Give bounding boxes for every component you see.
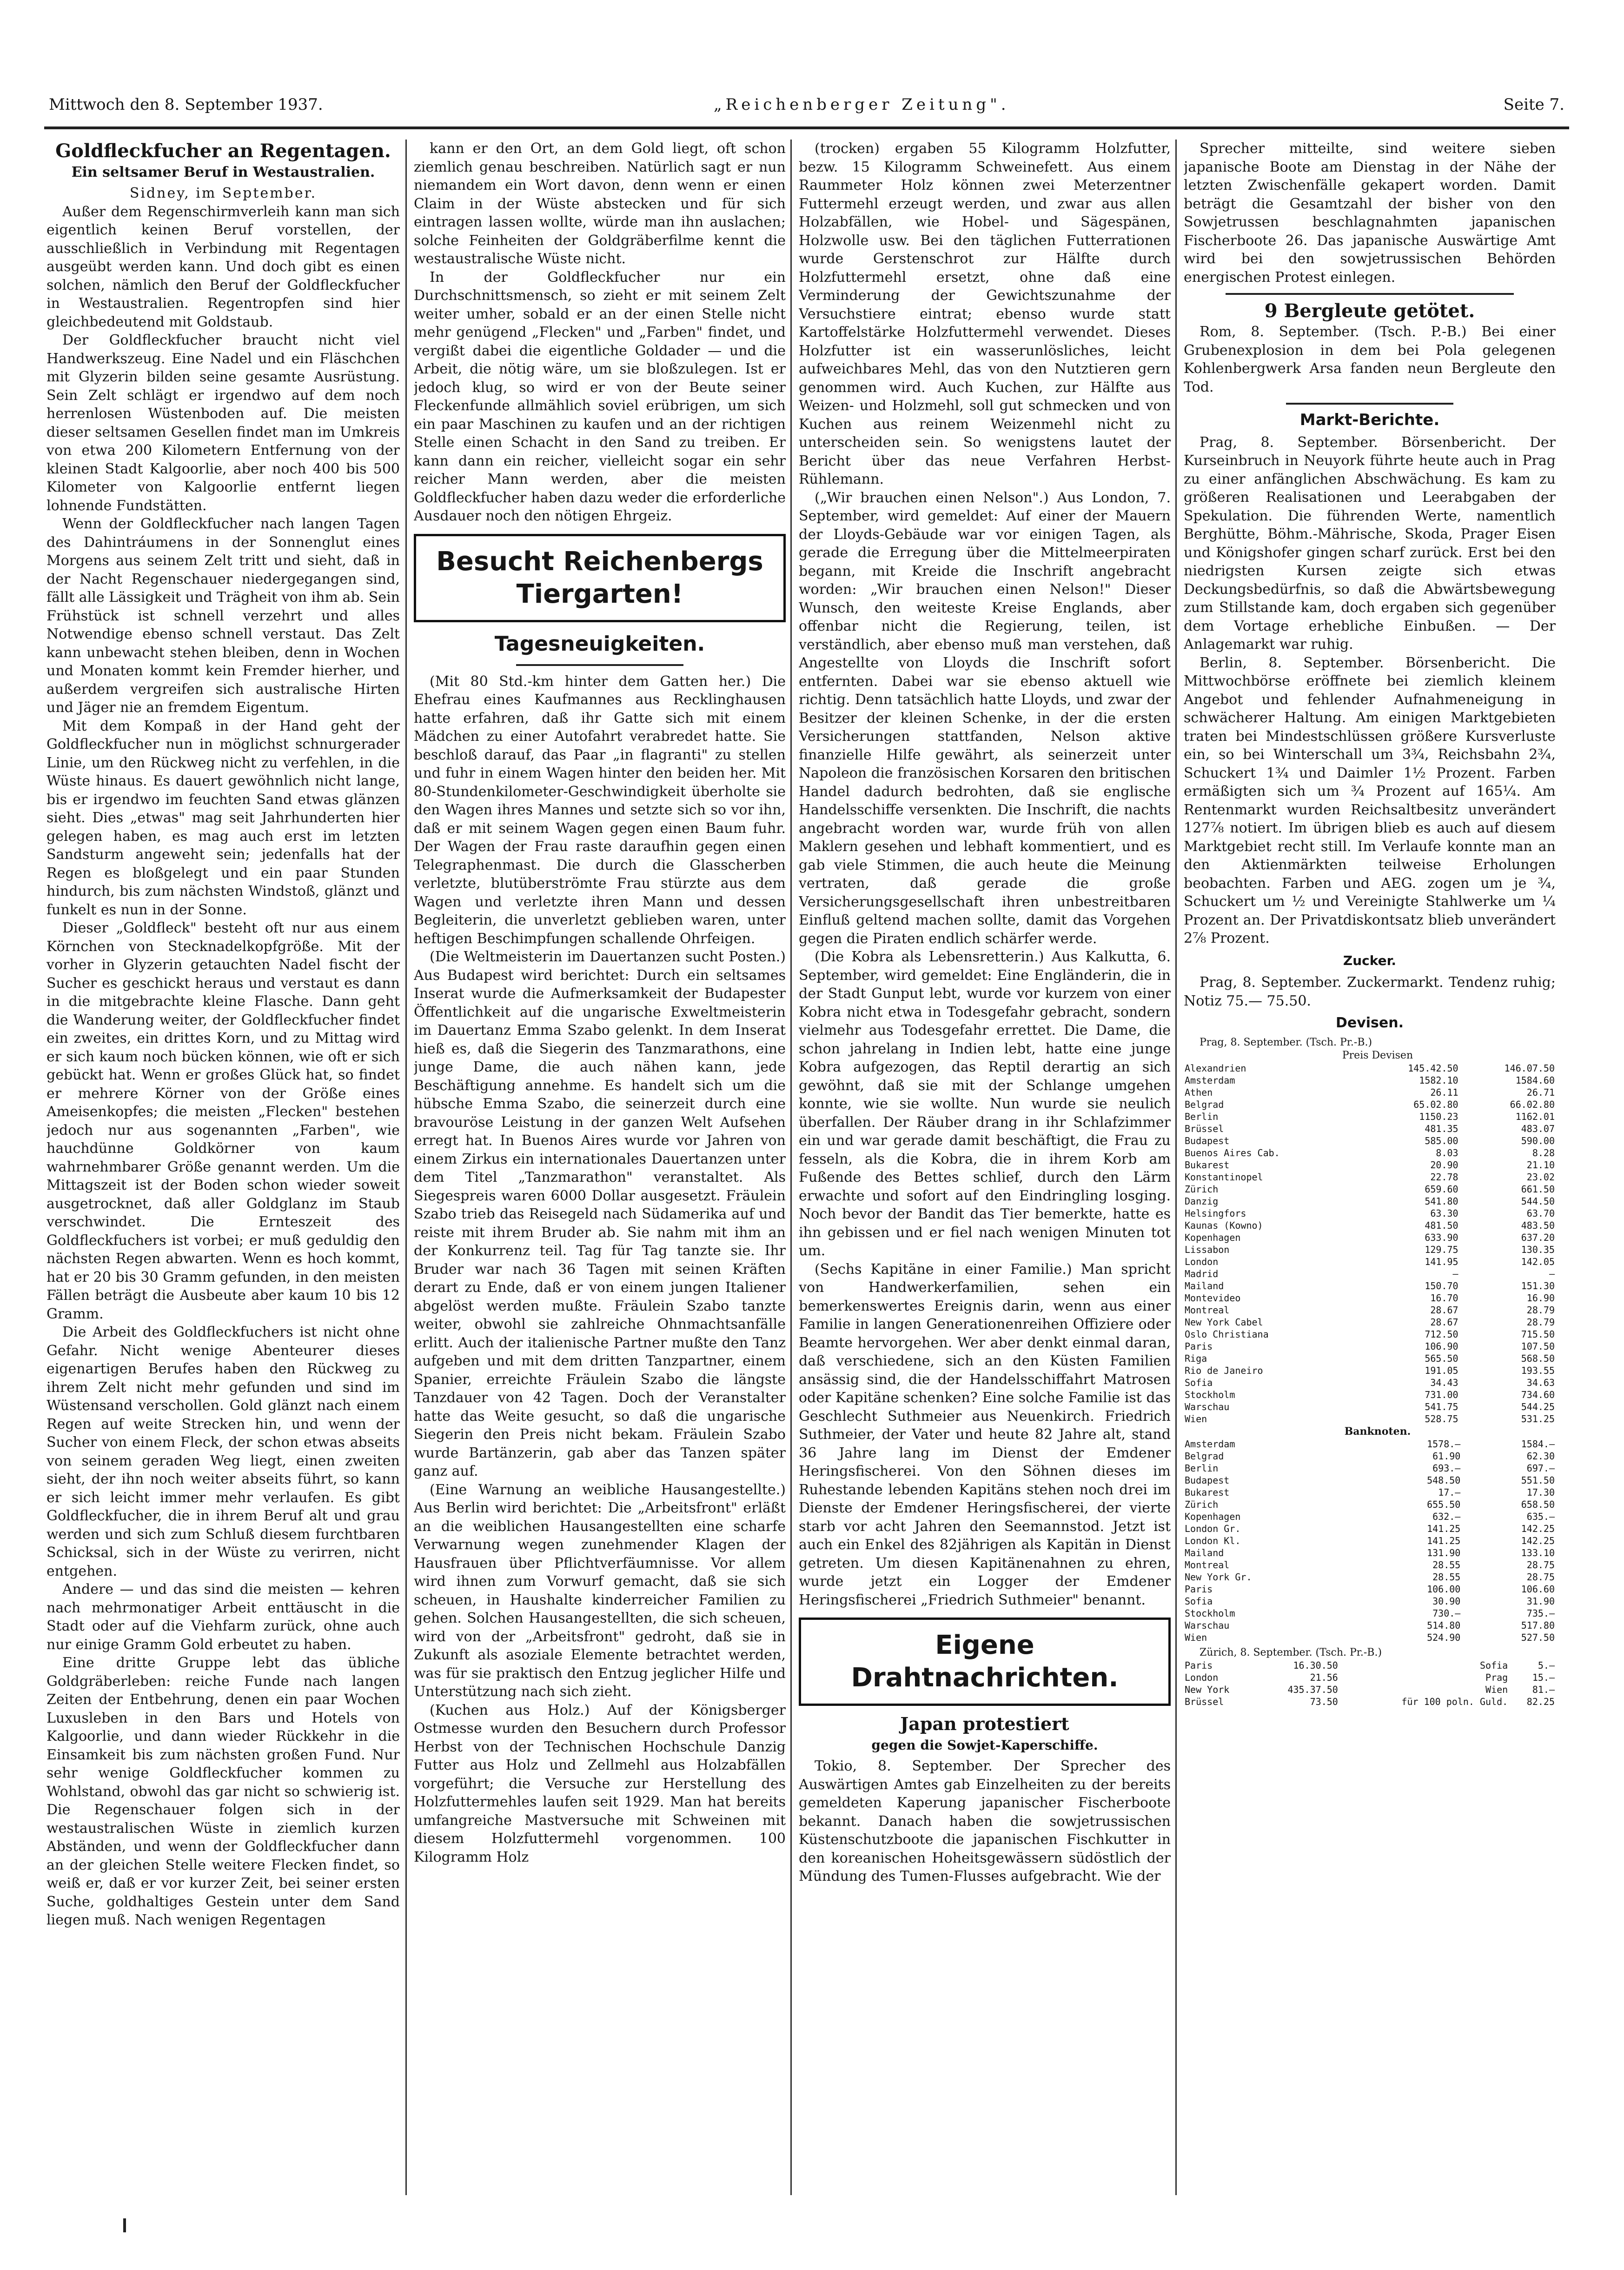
zurich-row — [1184, 1696, 1556, 1708]
table-cell: 28.75 — [1526, 1571, 1555, 1583]
table-cell: Sofia — [1185, 1377, 1213, 1388]
market-title: Markt-Berichte. — [1299, 411, 1440, 429]
table-cell: 527.50 — [1521, 1631, 1555, 1643]
paragraph: Andere — und das sind die meisten — kehren nach mehrmonatiger Arbeit enttäuscht in die Stadt oder auf die Viehfarm zurück, ohne auch nur einige Gramm Gold erbeutet zu haben. — [46, 1581, 400, 1653]
banknote-row — [1184, 1450, 1556, 1462]
zurich-row — [1184, 1684, 1556, 1696]
currency-row — [1184, 1316, 1556, 1328]
paragraph: (Sechs Kapitäne in einer Familie.) Man spricht von Handwerkerfamilien, sehen ein bemerkenswertes Ereignis darin, wenn aus einer Familie in langen Generationenreihen Offiziere oder Beamte hervorgehen. Wer aber denkt einmal daran, daß verschiedene, sich an den Küsten Familien ansässig sind, die der Handelsschiffahrt Matrosen oder Kapitäne schenken? Eine solche Familie ist das Geschlecht Suthmeier aus Neuenkirch. Friedrich Suthmeier, der Vater und heute 82 Jahre alt, stand 36 Jahre lang im Dienst der Emdener Heringsfischerei. Von den Söhnen dieses im Ruhestande lebenden Kapitäns stehen noch drei im Dienste der Emdener Heringsfischerei, der vierte starb vor acht Jahren den Seemannstod. Jetzt ist auch ein Enkel des 82jährigen als Kapitän in Dienst getreten. Um diesen Kapitänenahnen zu ehren, wurde jetzt ein Logger der Emdener Heringsfischerei „Friedrich Suthmeier" benannt. — [799, 1261, 1171, 1608]
table-cell: 637.20 — [1521, 1232, 1555, 1243]
table-cell: Brüssel — [1185, 1123, 1224, 1134]
table-cell: 16.30.50 — [1293, 1659, 1338, 1671]
table-cell: Bukarest — [1185, 1159, 1230, 1171]
table-cell: 565.50 — [1425, 1352, 1458, 1364]
table-cell: Bukarest — [1185, 1486, 1230, 1498]
table-cell: 481.35 — [1425, 1123, 1458, 1134]
table-cell: 517.80 — [1521, 1619, 1555, 1631]
table-cell: Oslo Christiana — [1185, 1328, 1269, 1340]
table-cell: London — [1185, 1671, 1219, 1683]
table-cell: 21.10 — [1526, 1159, 1555, 1171]
currency-row — [1184, 1268, 1556, 1280]
table-cell: 735.— — [1526, 1607, 1555, 1619]
column-2 — [414, 140, 786, 2204]
table-cell: 66.02.80 — [1510, 1098, 1555, 1110]
currency-table — [1184, 1062, 1556, 1425]
table-cell: 1150.23 — [1419, 1111, 1458, 1122]
table-cell: Belgrad — [1185, 1098, 1224, 1110]
banknote-table — [1184, 1438, 1556, 1644]
wire-continuation: Sprecher mitteilte, sind weitere sieben japanische Boote am Dienstag in der Nähe der letzten Zwischenfälle gekapert worden. Damit beträgt die Gesamtzahl der bisher von den Sowjetrussen beschlagnahmten japanischen Fischerboote 26. Das japanische Auswärtige Amt wird bei den sowjetrussischen Behörden energischen Protest einlegen. — [1184, 140, 1556, 286]
scan-mark — [123, 2218, 126, 2232]
currency-row — [1184, 1195, 1556, 1207]
table-cell: 28.55 — [1432, 1559, 1461, 1571]
table-cell: 16.90 — [1526, 1292, 1555, 1304]
table-cell: Helsingfors — [1185, 1207, 1246, 1219]
table-cell: 141.95 — [1425, 1256, 1458, 1267]
table-cell: Athen — [1185, 1086, 1213, 1098]
banknote-row — [1184, 1486, 1556, 1498]
currency-row — [1184, 1098, 1556, 1111]
wire-subtitle: gegen die Sowjet-Kaperschiffe. — [871, 1737, 1098, 1753]
table-cell: 541.80 — [1425, 1195, 1458, 1207]
section-title: Tagesneuigkeiten. — [494, 632, 705, 656]
table-cell: Paris — [1185, 1340, 1213, 1352]
table-cell: 1162.01 — [1515, 1111, 1555, 1122]
currency-row — [1184, 1280, 1556, 1292]
table-cell: 145.42.50 — [1408, 1062, 1458, 1074]
paragraph: Außer dem Regenschirmverleih kann man sich eigentlich keinen Beruf vorstellen, der ausschließlich in Verbindung mit Regentagen ausgeübt werden kann. Und doch gibt es einen solchen, nämlich den Beruf der Goldfleckfucher in Westaustralien. Regentropfen sind hier gleichbedeutend mit Goldstaub. — [46, 203, 400, 330]
article-dateline: Sidney, im September. — [129, 185, 317, 201]
table-cell: 17.— — [1438, 1486, 1461, 1498]
table-cell: Rio de Janeiro — [1185, 1365, 1263, 1376]
table-cell: Stockholm — [1185, 1389, 1235, 1400]
table-cell: 106.90 — [1425, 1340, 1458, 1352]
paragraph: Der Goldfleckfucher braucht nicht viel Handwerkszeug. Eine Nadel und ein Fläschchen mit Glyzerin bilden seine gesamte Ausrüstung. Sein Zelt schlägt er irgendwo auf dem noch herrenlosen Wüstenboden auf. Die meisten dieser seltsamen Gesellen findet man im Umkreis von etwa 200 Kilometern Entfernung von der kleinen Stadt Kalgoorlie, aber noch 400 bis 500 Kilometer von Kalgoorlie entfernt liegen lohnende Fundstätten. — [46, 332, 400, 514]
table-cell: London Gr. — [1185, 1523, 1241, 1534]
table-cell: 193.55 — [1521, 1365, 1555, 1376]
table-cell: Warschau — [1185, 1619, 1230, 1631]
table-cell: 31.90 — [1526, 1595, 1555, 1607]
table-cell: 632.— — [1432, 1511, 1461, 1522]
table-cell: Budapest — [1185, 1135, 1230, 1146]
table-cell: 106.60 — [1521, 1583, 1555, 1595]
table-cell: Riga — [1185, 1352, 1207, 1364]
banknote-row — [1184, 1631, 1556, 1644]
banknote-row — [1184, 1595, 1556, 1607]
table-cell: Mailand — [1185, 1547, 1224, 1558]
table-cell: 541.75 — [1425, 1401, 1458, 1412]
table-cell: Paris — [1185, 1659, 1213, 1671]
table-cell: 544.25 — [1521, 1401, 1555, 1412]
table-cell: Mailand — [1185, 1280, 1224, 1291]
miners-title: 9 Bergleute getötet. — [1264, 300, 1475, 322]
table-cell: 1584.— — [1521, 1438, 1555, 1450]
column-divider — [405, 140, 407, 2195]
table-cell: 712.50 — [1425, 1328, 1458, 1340]
table-cell: Wien — [1185, 1631, 1207, 1643]
currency-row — [1184, 1159, 1556, 1171]
article-title: Goldfleckfucher an Regentagen. — [55, 140, 391, 162]
table-cell: 191.05 — [1425, 1365, 1458, 1376]
table-cell: Wien — [1485, 1684, 1508, 1695]
table-cell: 62.30 — [1526, 1450, 1555, 1462]
table-cell: 129.75 — [1425, 1244, 1458, 1255]
paragraph: (Mit 80 Std.-km hinter dem Gatten her.) Die Ehefrau eines Kaufmannes aus Recklinghausen hatte erfahren, daß ihr Gatte sich mit einem Mädchen zu einer Autofahrt verabredet hatte. Sie beschloß darauf, das Paar „in flagranti" zu stellen und fuhr in einem Wagen hinter den beiden her. Mit 80-Stundenkilometer-Geschwindigkeit überholte sie den Wagen ihres Mannes und setzte sich so vor ihn, daß er mit seinem Wagen gegen einen Baum fuhr. Der Wagen der Frau raste daraufhin gegen einen Telegraphenmast. Die durch die Glasscherben verletzte, blutüberströmte Frau stürzte aus dem Wagen und verletzte ihren Mann und dessen Begleiterin, die unverletzt geblieben waren, unter heftigen Beschimpfungen schallende Ohrfeigen. — [414, 673, 786, 947]
table-cell: 146.07.50 — [1504, 1062, 1555, 1074]
table-cell: 483.07 — [1521, 1123, 1555, 1134]
table-cell: 81.— — [1532, 1684, 1555, 1695]
table-cell: 82.25 — [1526, 1696, 1555, 1707]
divider — [1286, 403, 1453, 405]
banknote-row — [1184, 1535, 1556, 1547]
banknote-row — [1184, 1583, 1556, 1595]
table-cell: 73.50 — [1310, 1696, 1338, 1707]
table-cell: 63.30 — [1430, 1207, 1458, 1219]
table-cell: Montevideo — [1185, 1292, 1241, 1304]
currency-row — [1184, 1219, 1556, 1232]
table-cell: 65.02.80 — [1413, 1098, 1458, 1110]
header-rule — [44, 126, 1569, 129]
paragraph: Mit dem Kompaß in der Hand geht der Goldfleckfucher nun in möglichst schnurgerader Linie, um den Rückweg nicht zu verfehlen, in die Wüste hinaus. Es dauert gewöhnlich nicht lange, bis er irgendwo im feuchten Sand etwas glänzen sieht. Dies „etwas" mag seit Jahrhunderten hier gelegen haben, es mag auch erst im letzten Sandsturm angeweht sein; jedenfalls hat der Regen es bloßgelegt und ein paar Stunden hindurch, bis zum nächsten Windstoß, glänzt und funkelt es nun in der Sonne. — [46, 718, 400, 918]
divider — [516, 664, 683, 666]
currency-row — [1184, 1256, 1556, 1268]
paragraph: Die Arbeit des Goldfleckfuchers ist nicht ohne Gefahr. Nicht wenige Abenteurer dieses eigenartigen Berufes haben den Rückweg zu ihrem Zelt nicht mehr gefunden und sind im Wüstensand verschollen. Gold glänzt nach einem Regen auf weite Strecken hin, und wenn der Sucher von einem Fleck, der schon etwas abseits von seinem geraden Weg liegt, einen zweiten sieht, der ihn noch weiter abseits führt, so kann er sich leicht immer mehr verlaufen. Es gibt Goldfleckfucher, die in ihrem Beruf alt und grau werden und sich zum Schluß diesem furchtbaren Schicksal, sich in der Wüste zu verirren, nicht entgehen. — [46, 1324, 400, 1579]
table-cell: 730.— — [1432, 1607, 1461, 1619]
table-cell: 28.79 — [1526, 1304, 1555, 1316]
table-cell: Stockholm — [1185, 1607, 1235, 1619]
table-cell: 481.50 — [1425, 1219, 1458, 1231]
currency-row — [1184, 1377, 1556, 1389]
currency-row — [1184, 1413, 1556, 1425]
table-cell: Lissabon — [1185, 1244, 1230, 1255]
table-cell: 141.25 — [1427, 1523, 1461, 1534]
table-cell: Madrid — [1185, 1268, 1219, 1279]
table-cell: Montreal — [1185, 1559, 1230, 1571]
currency-row — [1184, 1352, 1556, 1365]
currency-row — [1184, 1086, 1556, 1098]
table-cell: 661.50 — [1521, 1183, 1555, 1195]
currency-row — [1184, 1244, 1556, 1256]
table-cell: Zürich — [1185, 1498, 1219, 1510]
banknote-row — [1184, 1511, 1556, 1523]
currency-row — [1184, 1232, 1556, 1244]
table-cell: 28.67 — [1430, 1316, 1458, 1328]
currency-title: Devisen. — [1335, 1015, 1404, 1031]
wire-body — [799, 1757, 1171, 1886]
header-date: Mittwoch den 8. September 1937. — [49, 95, 323, 114]
paragraph: kann er den Ort, an dem Gold liegt, oft schon ziemlich genau beschreiben. Natürlich sagt er nun niemandem ein Wort davon, denn wenn er einen Claim in der Wüste abstecken und für sich eintragen lassen wollte, würde man ihn auslachen; solche Feinheiten der Goldgräberfilme kennt die westaustralische Wüste nicht. — [414, 140, 786, 267]
table-cell: Kaunas (Kowno) — [1185, 1219, 1263, 1231]
table-cell: Berlin — [1185, 1111, 1219, 1122]
table-cell: Sofia — [1479, 1659, 1508, 1671]
paragraph: Berlin, 8. September. Börsenbericht. Die Mittwochbörse eröffnete bei ziemlich kleinem Angebot und fehlender Aufnahmeneigung in schwächerer Haltung. Am einigen Marktgebieten traten bei Mindestschlüssen größere Kursverluste ein, so bei Winterschall um 3¾, Reichsbahn 2¾, Schuckert 1¾ und Daimler 1½ Prozent. Farben ermäßigten sich um ¾ Prozent auf 165¼. Am Rentenmarkt wurden Reichsaltbesitz unverändert 127⅞ notiert. Im übrigen blieb es auch auf diesem Marktgebiet recht still. Im Verlaufe konnte man an den Aktienmärkten teilweise Erholungen beobachten. Farben und AEG. zogen um je ¾, Schuckert um ½ und Vereinigte Stahlwerke um ¼ Prozent an. Der Privatdiskontsatz blieb unverändert 2⅞ Prozent. — [1184, 654, 1556, 946]
table-cell: 8.03 — [1436, 1147, 1458, 1158]
table-cell: 21.56 — [1310, 1671, 1338, 1683]
table-cell: Kopenhagen — [1185, 1511, 1241, 1522]
table-cell: 20.90 — [1430, 1159, 1458, 1171]
table-cell: Amsterdam — [1185, 1438, 1235, 1450]
paragraph: Prag, 8. September. Börsenbericht. Der Kurseinbruch in Neuyork führte heute auch in Prag zu einer anfänglichen Abschwächung. Es kam zu größeren Realisationen und Leerabgaben der Spekulation. Die führenden Werte, namentlich Berghütte, Böhm.-Mährische, Skoda, Prager Eisen und Königshofer gingen scharf zurück. Erst bei den niedrigsten Kursen zeigte sich etwas Deckungsbedürfnis, so daß die Abwärtsbewegung zum Stillstande kam, doch ergaben sich gegenüber dem Vortage erhebliche Einbußen. — Der Anlagemarkt war ruhig. — [1184, 434, 1556, 652]
table-cell: Buenos Aires Cab. — [1185, 1147, 1280, 1158]
banknote-row — [1184, 1474, 1556, 1486]
table-cell: Berlin — [1185, 1462, 1219, 1474]
currency-row — [1184, 1183, 1556, 1195]
table-cell: 28.55 — [1432, 1571, 1461, 1583]
table-cell: Amsterdam — [1185, 1074, 1235, 1086]
table-cell: 34.43 — [1430, 1377, 1458, 1388]
table-cell: New York Cabel — [1185, 1316, 1263, 1328]
zurich-table — [1184, 1659, 1556, 1708]
header-page-number: Seite 7. — [1503, 95, 1564, 114]
table-cell: 715.50 — [1521, 1328, 1555, 1340]
sugar-title: Zucker. — [1343, 952, 1397, 968]
paragraph: Eine dritte Gruppe lebt das übliche Goldgräberleben: reiche Funde nach langen Zeiten der Entbehrung, denen ein paar Wochen Luxusleben in den Bars und Hotels von Kalgoorlie, und dann wieder Rückkehr in die Einsamkeit bis zum nächsten großen Fund. Nur sehr wenige Goldfleckfucher kommen zu Wohlstand, obwohl das gar nicht so schwierig ist. Die Regenschauer folgen sich in der westaustralischen Wüste in ziemlich kurzen Abständen, und wenn der Goldfleckfucher dann an der gleichen Stelle weitere Flecken findet, so weiß er, daß er vor kurzer Zeit, bei seiner ersten Suche, goldhaltiges Gestein unter dem Sand liegen muß. Nach wenigen Regentagen — [46, 1655, 400, 1928]
currency-row — [1184, 1389, 1556, 1401]
column-4 — [1184, 140, 1556, 2204]
table-cell: New York Gr. — [1185, 1571, 1252, 1583]
table-cell: 16.70 — [1430, 1292, 1458, 1304]
table-cell: Warschau — [1185, 1401, 1230, 1412]
column-3 — [799, 140, 1171, 2204]
banknote-row — [1184, 1619, 1556, 1631]
paragraph: Dieser „Goldfleck" besteht oft nur aus einem Körnchen von Stecknadelkopfgröße. Mit der vorher in Glyzerin getauchten Nadel fischt der Sucher es geschickt heraus und verstaut es dann in die mitgebrachte kleine Flasche. Dann geht die Wanderung weiter, der Goldfleckfucher findet ein zweites, ein drittes Korn, und zu Mittag wird er sich kaum noch bücken können, wie oft er sich gebückt hat. Wenn er großes Glück hat, so findet er mehrere Körner von der Größe eines Ameisenkopfes; die meisten „Flecken" bestehen jedoch nur aus sogenannten „Farben", wie hauchdünne Goldkörner von kaum wahrnehmbarer Größe genannt werden. Um die Mittagszeit ist der Boden schon wieder soweit ausgetrocknet, daß aller Goldglanz im Staub verschwindet. Die Ernteszeit des Goldfleckfuchers ist vorbei; er muß geduldig den nächsten Regen abwarten. Wenn es hoch kommt, hat er 20 bis 30 Gramm gefunden, in den meisten Fällen beträgt die Ausbeute aber kaum 10 bis 12 Gramm. — [46, 920, 400, 1322]
table-cell: 1584.60 — [1515, 1074, 1555, 1086]
table-cell: 131.90 — [1427, 1547, 1461, 1558]
market-body — [1184, 433, 1556, 948]
header-paper-name: „Reichenberger Zeitung". — [714, 95, 1010, 114]
currency-row — [1184, 1401, 1556, 1413]
table-cell: Belgrad — [1185, 1450, 1224, 1462]
table-cell: Alexandrien — [1185, 1062, 1246, 1074]
table-cell: Budapest — [1185, 1474, 1230, 1486]
paragraph: (trocken) ergaben 55 Kilogramm Holzfutter, bezw. 15 Kilogramm Schweinefett. Aus einem Raummeter Holz können zwei Meterzentner Futtermehl erzeugt werden, und zwar aus allen Holzabfällen, wie Hobel- und Sägespänen, Holzwolle usw. Bei den täglichen Futterrationen wurde Gerstenschrot zur Hälfte durch Holzfuttermehl ersetzt, ohne daß eine Verminderung der Gewichtszunahme der Versuchstiere eintrat; ebenso wurde statt Kartoffelstärke Holzfuttermehl verwendet. Dieses Holzfutter ist ein wasserunlösliches, leicht aufweichbares Mehl, das von den Nutztieren gern genommen wird. Auch Kuchen, zur Hälfte aus Weizen- und Holzmehl, soll gut schmecken und von Kuchen aus reinem Weizenmehl nicht zu unterscheiden sein. So wenigstens lautet der Bericht über das neue Verfahren Herbst-Rühlemann. — [799, 140, 1171, 487]
column-divider — [790, 140, 792, 2195]
currency-row — [1184, 1123, 1556, 1135]
table-cell: 22.78 — [1430, 1171, 1458, 1183]
news-body-continued — [799, 140, 1171, 1609]
table-cell: 8.28 — [1532, 1147, 1555, 1158]
banknote-row — [1184, 1462, 1556, 1474]
table-cell: Brüssel — [1185, 1696, 1224, 1707]
paragraph: („Wir brauchen einen Nelson".) Aus London, 7. September, wird gemeldet: Auf einer der Mauern der Lloyds-Gebäude war vor einigen Tagen, als gerade die Erregung über die Mittelmeerpiraten begann, mit Kreide die Inschrift angebracht worden: „Wir brauchen einen Nelson!" Dieser Wunsch, den weiteste Kreise Englands, aber offenbar nicht die Regierung, teilen, ist verständlich, aber ebenso muß man verstehen, daß Angestellte von Lloyds die Inschrift sofort entfernten. Dabei war sie ebenso aktuell wie richtig. Denn tatsächlich hatte Lloyds, und zwar der Besitzer der kleinen Schenke, in der die ersten Versicherungen stattfanden, Nelson aktive finanzielle Hilfe gewährt, als seinerzeit unter Napoleon die französischen Korsaren den britischen Handel dadurch bedrohten, daß sie englische Handelsschiffe versenkten. Die Inschrift, die nachts angebracht worden war, wurde früh von allen Maklern gesehen und lebhaft kommentiert, und es gab viele Stimmen, die auch heute die Meinung vertraten, daß gerade die große Versicherungsgesellschaft ihren unbestreitbaren Einfluß geltend machen sollte, damit das Vorgehen gegen die Piraten endlich schärfer werde. — [799, 489, 1171, 947]
table-cell: Konstantinopel — [1185, 1171, 1263, 1183]
table-cell: 514.80 — [1427, 1619, 1461, 1631]
table-cell: 26.71 — [1526, 1086, 1555, 1098]
table-cell: 61.90 — [1432, 1450, 1461, 1462]
table-cell: 23.02 — [1526, 1171, 1555, 1183]
zurich-row — [1184, 1671, 1556, 1684]
currency-row — [1184, 1340, 1556, 1352]
table-cell: 130.35 — [1521, 1244, 1555, 1255]
table-cell: Montreal — [1185, 1304, 1230, 1316]
banknote-row — [1184, 1498, 1556, 1511]
table-cell: 142.25 — [1521, 1523, 1555, 1534]
table-cell: 28.79 — [1526, 1316, 1555, 1328]
table-cell: 28.75 — [1526, 1559, 1555, 1571]
table-cell: 731.00 — [1425, 1389, 1458, 1400]
table-cell: 28.67 — [1430, 1304, 1458, 1316]
paragraph: Wenn der Goldfleckfucher nach langen Tagen des Dahintráumens in der Sonnenglut eines Morgens aus seinem Zelt tritt und sieht, daß in der Nacht Regenschauer niedergegangen sind, fällt alle Lässigkeit und Trägheit von ihm ab. Sein Frühstück ist schnell verzehrt und alles Notwendige ebenso schnell verstaut. Das Zelt kann unbewacht stehen bleiben, denn in Wochen und Monaten kommt kein Fremder hierher, und außerdem vergreifen sich australische Hirten und Jäger nie an fremdem Eigentum. — [46, 516, 400, 716]
banknote-row — [1184, 1571, 1556, 1583]
currency-row — [1184, 1171, 1556, 1183]
table-cell: 693.— — [1432, 1462, 1461, 1474]
table-cell: 107.50 — [1521, 1340, 1555, 1352]
currency-row — [1184, 1147, 1556, 1159]
table-cell: 26.11 — [1430, 1086, 1458, 1098]
table-cell: Sofia — [1185, 1595, 1213, 1607]
table-cell: 524.90 — [1427, 1631, 1461, 1643]
banknote-title: Banknoten. — [1344, 1425, 1411, 1438]
table-cell: New York — [1185, 1684, 1230, 1695]
table-cell: Wien — [1185, 1413, 1207, 1425]
paragraph: (Die Kobra als Lebensretterin.) Aus Kalkutta, 6. September, wird gemeldet: Eine Engländerin, die in der Stadt Gunput lebt, wurde vor kurzem von einer Kobra nicht etwa in Todesgefahr gebracht, sondern vielmehr aus Todesgefahr errettet. Die Dame, die schon jahrelang in Indien lebt, hatte eine junge Kobra aufgezogen, das Reptil derartig an sich gewöhnt, daß sie mit der Schlange umgehen konnte, wie sie wollte. Nun wurde sie neulich überfallen. Der Räuber drang in ihr Schlafzimmer ein und war gerade damit beschäftigt, die Frau zu fesseln, als die Kobra, die in ihrem Korb am Fußende des Bettes schlief, durch den Lärm erwachte und sofort auf den Eindringling losging. Noch bevor der Bandit das Tier bemerkte, hatte es ihn gebissen und er fiel nach wenigen Minuten tot um. — [799, 949, 1171, 1259]
table-cell: 34.63 — [1526, 1377, 1555, 1388]
table-cell: 151.30 — [1521, 1280, 1555, 1291]
banknote-row — [1184, 1438, 1556, 1450]
currency-row — [1184, 1304, 1556, 1316]
article-continuation — [414, 140, 786, 526]
table-cell: 585.00 — [1425, 1135, 1458, 1146]
currency-note: Prag, 8. September. (Tsch. Pr.-B.) — [1200, 1036, 1372, 1048]
paragraph: (Die Weltmeisterin im Dauertanzen sucht Posten.) Aus Budapest wird berichtet: Durch ein seltsames Inserat wurde die Aufmerksamkeit der Budapester Öffentlichkeit auf die ungarische Exweltmeisterin im Dauertanz Emma Szabo gelenkt. In dem Inserat hieß es, daß die Siegerin des Tanzmarathons, eine junge Dame, die auch nähen kann, jede Beschäftigung annehme. Es handelt sich um die hübsche Emma Szabo, die seinerzeit durch eine bravouröse Leistung in der ganzen Welt Aufsehen erregt hat. In Buenos Aires wurde vor Jahren von einem Zirkus ein internationales Dauertanzen unter dem Titel „Tanzmarathon" veranstaltet. Als Siegespreis waren 6000 Dollar ausgesetzt. Fräulein Szabo trieb das Reisegeld nach Südamerika auf und reiste mit ihrem Bruder ab. Sie nahm mit ihm an der Konkurrenz teil. Tag für Tag tanzte sie. Ihr Bruder war nach 36 Tagen mit seinen Kräften derart zu Ende, daß er von einem jungen Italiener abgelöst werden mußte. Fräulein Szabo tanzte weiter, obwohl sie zahlreiche Ohnmachtsanfälle erlitt. Auch der italienische Partner mußte den Tanz aufgeben und mit dem dritten Tanzpartner, einem Spanier, erreichte Fräulein Szabo die längste Tanzdauer von 42 Tagen. Doch der Veranstalter hatte das Weite gesucht, so daß die ungarische Siegerin den Preis nicht bekam. Fräulein Szabo wurde Bartänzerin, gab aber das Tanzen später ganz auf. — [414, 949, 786, 1479]
table-cell: 15.— — [1532, 1671, 1555, 1683]
table-cell: 568.50 — [1521, 1352, 1555, 1364]
table-cell: 150.70 — [1425, 1280, 1458, 1291]
currency-row — [1184, 1207, 1556, 1219]
table-cell: Prag — [1485, 1671, 1508, 1683]
table-cell: 435.37.50 — [1287, 1684, 1338, 1695]
banknote-row — [1184, 1607, 1556, 1619]
column-divider — [1175, 140, 1177, 2195]
table-cell: 544.50 — [1521, 1195, 1555, 1207]
table-cell: 548.50 — [1427, 1474, 1461, 1486]
table-cell: Paris — [1185, 1583, 1213, 1595]
currency-row — [1184, 1111, 1556, 1123]
currency-row — [1184, 1062, 1556, 1074]
zurich-note: Zürich, 8. September. (Tsch. Pr.-B.) — [1200, 1646, 1382, 1658]
table-cell: — — [1549, 1268, 1555, 1279]
paragraph: In der Goldfleckfucher nur ein Durchschnittsmensch, so zieht er mit seinem Zelt weiter umher, sobald er an der einen Stelle nicht mehr genügend „Flecken" und „Farben" findet, und vergißt dabei die eigentliche Goldader — und die Arbeit, die nötig wäre, um sie bloßzulegen. Ist er jedoch klug, so wird er von der Beute seiner Fleckenfunde allmählich soviel erübrigen, um sich ein paar Maschinen zu kaufen und an der richtigen Stelle einen Schacht in den Sand zu treiben. Er kann dann ein reicher, vielleicht sogar ein sehr reicher Mann werden, aber die meisten Goldfleckfucher haben dazu weder die erforderliche Ausdauer noch den nötigen Ehrgeiz. — [414, 269, 786, 524]
table-cell: 142.05 — [1521, 1256, 1555, 1267]
table-cell: London Kl. — [1185, 1535, 1241, 1546]
table-cell: 133.10 — [1521, 1547, 1555, 1558]
banknote-row — [1184, 1547, 1556, 1559]
table-cell: 17.30 — [1526, 1486, 1555, 1498]
table-cell: 528.75 — [1425, 1413, 1458, 1425]
table-cell: — — [1452, 1268, 1458, 1279]
page-header — [44, 95, 1569, 123]
table-cell: 1582.10 — [1419, 1074, 1458, 1086]
table-cell: 734.60 — [1521, 1389, 1555, 1400]
currency-head: Preis Devisen — [1342, 1049, 1413, 1061]
miners-text: Rom, 8. September. (Tsch. P.-B.) Bei einer Grubenexplosion in dem bei Pola gelegenen Kohlenbergwerk Arsa fanden neun Bergleute den Tod. — [1184, 324, 1556, 395]
paragraph: (Kuchen aus Holz.) Auf der Königsberger Ostmesse wurden den Besuchern durch Professor Herbst von der Technischen Hochschule Danzig Futter aus Holz und Zellmehl aus Holzabfällen vorgeführt; die Versuche zur Herstellung des Holzfuttermehles laufen seit 1929. Man hat bereits umfangreiche Mastversuche mit Schweinen mit diesem Holzfuttermehl vorgenommen. 100 Kilogramm Holz — [414, 1702, 786, 1865]
banknote-row — [1184, 1523, 1556, 1535]
table-cell: 551.50 — [1521, 1474, 1555, 1486]
banknote-row — [1184, 1559, 1556, 1571]
wire-title: Japan protestiert — [900, 1713, 1069, 1734]
table-cell: Danzig — [1185, 1195, 1219, 1207]
paragraph: Tokio, 8. September. Der Sprecher des Auswärtigen Amtes gab Einzelheiten zu der bereits gemeldeten Kaperung japanischer Fischerboote bekannt. Danach haben die sowjetrussischen Küstenschutzboote die japanischen Fischkutter in den koreanischen Hoheitsgewässern südöstlich der Mündung des Tumen-Flusses aufgebracht. Wie der — [799, 1758, 1171, 1884]
table-cell: 590.00 — [1521, 1135, 1555, 1146]
column-1 — [46, 140, 400, 2204]
table-cell: 142.25 — [1521, 1535, 1555, 1546]
table-cell: 635.— — [1526, 1511, 1555, 1522]
table-cell: 5.— — [1538, 1659, 1555, 1671]
table-cell: 697.— — [1526, 1462, 1555, 1474]
sugar-text: Prag, 8. September. Zuckermarkt. Tendenz ruhig; Notiz 75.— 75.50. — [1184, 974, 1556, 1009]
currency-row — [1184, 1292, 1556, 1304]
news-body — [414, 672, 786, 1867]
wire-news-banner: Eigene Drahtnachrichten. — [799, 1618, 1171, 1706]
table-cell: 655.50 — [1427, 1498, 1461, 1510]
table-cell: 141.25 — [1427, 1535, 1461, 1546]
currency-row — [1184, 1365, 1556, 1377]
table-cell: 659.60 — [1425, 1183, 1458, 1195]
currency-row — [1184, 1328, 1556, 1340]
table-cell: 633.90 — [1425, 1232, 1458, 1243]
table-cell: 106.00 — [1427, 1583, 1461, 1595]
paragraph: (Eine Warnung an weibliche Hausangestellte.) Aus Berlin wird berichtet: Die „Arbeitsfront" erläßt an die weiblichen Hausangestellten eine scharfe Verwarnung wegen zunehmender Klagen der Hausfrauen über Pflichtverfäumnisse. Vor allem wird ihnen zum Vorwurf gemacht, daß sie sich scheuen, in Haushalte kinderreicher Familien zu gehen. Solchen Hausangestellten, die sich scheuen, wird von der „Arbeitsfront" gedroht, daß sie in Zukunft als asoziale Elemente betrachtet werden, was für sie praktisch den Entzug jeglicher Hilfe und Unterstützung nach sich zieht. — [414, 1481, 786, 1700]
article-subtitle: Ein seltsamer Beruf in Westaustralien. — [71, 164, 375, 180]
article-body — [46, 203, 400, 1930]
table-cell: 658.50 — [1521, 1498, 1555, 1510]
table-cell: Kopenhagen — [1185, 1232, 1241, 1243]
table-cell: 1578.— — [1427, 1438, 1461, 1450]
zurich-row — [1184, 1659, 1556, 1671]
table-cell: 531.25 — [1521, 1413, 1555, 1425]
zoo-advertisement: Besucht Reichenbergs Tiergarten! — [414, 534, 786, 622]
currency-row — [1184, 1074, 1556, 1086]
table-cell: für 100 poln. Guld. — [1401, 1696, 1508, 1707]
currency-row — [1184, 1135, 1556, 1147]
table-cell: 483.50 — [1521, 1219, 1555, 1231]
table-cell: 30.90 — [1432, 1595, 1461, 1607]
table-cell: London — [1185, 1256, 1219, 1267]
divider — [1226, 293, 1514, 295]
table-cell: 63.70 — [1526, 1207, 1555, 1219]
table-cell: Zürich — [1185, 1183, 1219, 1195]
